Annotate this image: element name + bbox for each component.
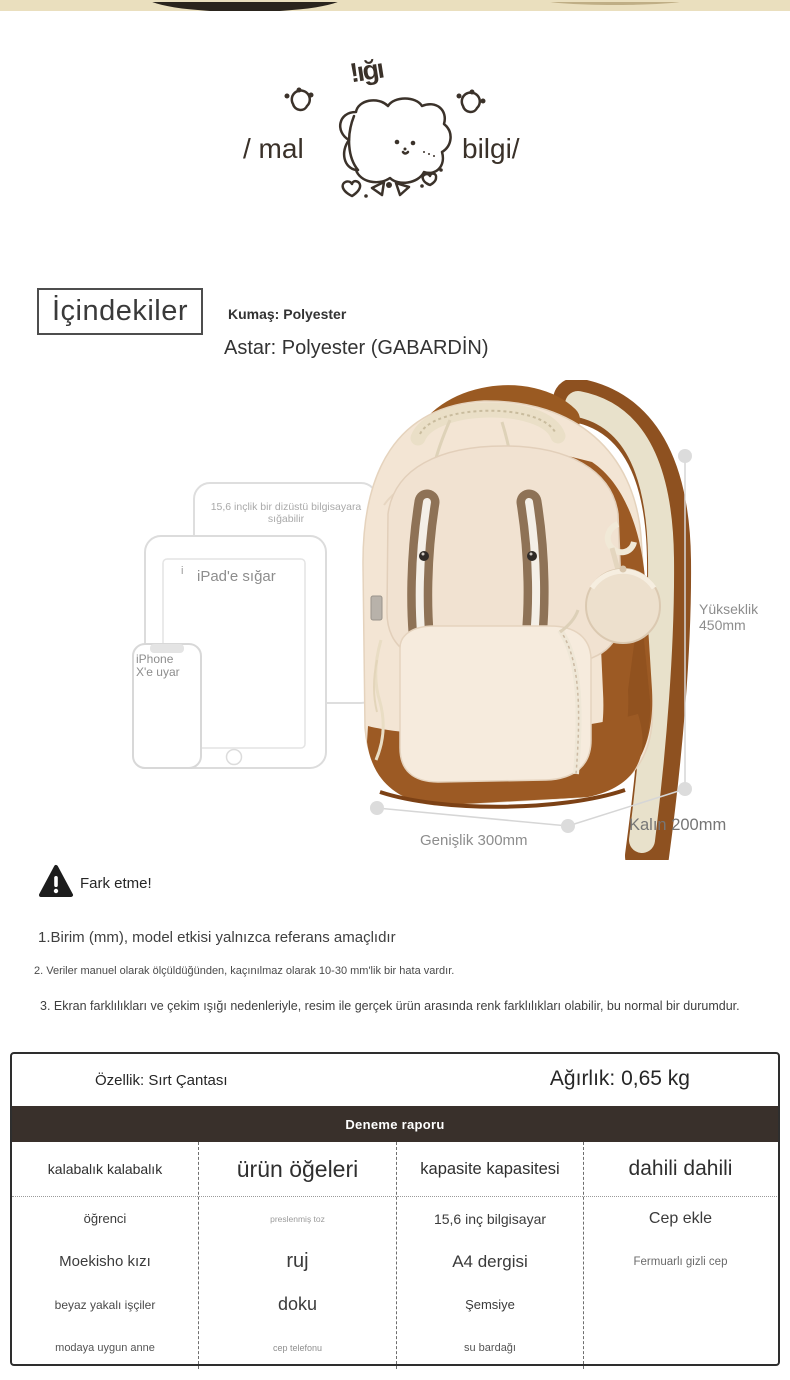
table-cell: doku	[277, 1294, 318, 1314]
backpack-size-illustration	[0, 380, 790, 860]
table-cell: A4 dergisi	[452, 1251, 528, 1271]
notice-item-3: 3. Ekran farklılıkları ve çekim ışığı nedenleriyle, resim ile gerçek ürün arasında renk farklılıkları olabilir, bu normal bir durumdur.	[40, 999, 740, 1013]
notice-item-2: 2. Veriler manuel olarak ölçüldüğünden, kaçınılmaz olarak 10-30 mm'lik bir hata vardır.	[34, 965, 455, 977]
backpack-illustration	[363, 400, 669, 856]
table-cell-empty	[584, 1326, 777, 1369]
width-dimension-label: Genişlik 300mm	[420, 832, 528, 849]
table-cell: Fermuarlı gizli cep	[633, 1255, 728, 1268]
lining-spec: Astar: Polyester (GABARDİN)	[224, 337, 489, 359]
iphone-fit-label-line2: X'e uyar	[136, 665, 180, 679]
fabric-spec: Kumaş: Polyester	[228, 306, 347, 322]
iphone-fit-label-line1: iPhone	[136, 652, 174, 666]
table-cell: 15,6 inç bilgisayar	[433, 1210, 547, 1227]
spec-table	[10, 1052, 780, 1366]
spec-column-capacity	[396, 1142, 583, 1369]
notice-item-1: 1.Birim (mm), model etkisi yalnızca referans amaçlıdır	[38, 929, 396, 946]
contents-title-box	[37, 288, 203, 335]
table-cell: Şemsiye	[465, 1297, 515, 1312]
height-dimension-label: Yükseklik 450mm	[699, 601, 759, 633]
spec-table-grid	[12, 1142, 778, 1369]
product-figure	[0, 380, 790, 860]
table-cell: modaya uygun anne	[55, 1341, 155, 1354]
previous-image-edge-shapes	[0, 2, 790, 11]
column-header: kapasite kapasitesi	[397, 1142, 583, 1197]
table-cell-empty	[584, 1283, 777, 1326]
doodle-left-text: / mal	[243, 133, 304, 164]
spec-column-items	[198, 1142, 396, 1369]
contents-title: İçindekiler	[51, 295, 189, 327]
table-cell: Cep ekle	[648, 1209, 713, 1227]
table-cell: preslenmiş toz	[270, 1213, 325, 1224]
spec-column-internal	[583, 1142, 777, 1369]
weight-label: Ağırlık: 0,65 kg	[549, 1067, 690, 1090]
column-header: dahili dahili	[584, 1142, 777, 1197]
laptop-fit-label: 15,6 inçlik bir dizüstü bilgisayara sığabilir	[210, 501, 362, 525]
table-cell: cep telefonu	[272, 1342, 323, 1353]
column-header: ürün öğeleri	[199, 1142, 396, 1197]
ipad-info-mark: i	[181, 565, 184, 577]
previous-image-edge	[0, 0, 790, 11]
test-report-bar: Deneme raporu	[12, 1106, 778, 1142]
column-header: kalabalık kalabalık	[12, 1142, 198, 1197]
table-cell: Moekisho kızı	[59, 1253, 151, 1270]
warning-triangle-icon	[38, 864, 74, 900]
table-cell: beyaz yakalı işçiler	[54, 1297, 156, 1312]
notice-title: Fark etme!	[80, 875, 152, 892]
doodle-right-text: bilgi/	[462, 133, 520, 164]
ipad-fit-label: iPad'e sığar	[197, 568, 276, 585]
table-cell: ruj	[286, 1250, 309, 1272]
table-cell: öğrenci	[83, 1211, 127, 1226]
spec-column-audience	[12, 1142, 198, 1369]
doodle-scribble-text: !ığı	[347, 53, 385, 89]
spec-table-top-row	[12, 1054, 778, 1106]
depth-dimension-label: Kalın 200mm	[629, 816, 727, 834]
table-cell: su bardağı	[464, 1341, 516, 1354]
feature-label: Özellik: Sırt Çantası	[95, 1072, 228, 1089]
